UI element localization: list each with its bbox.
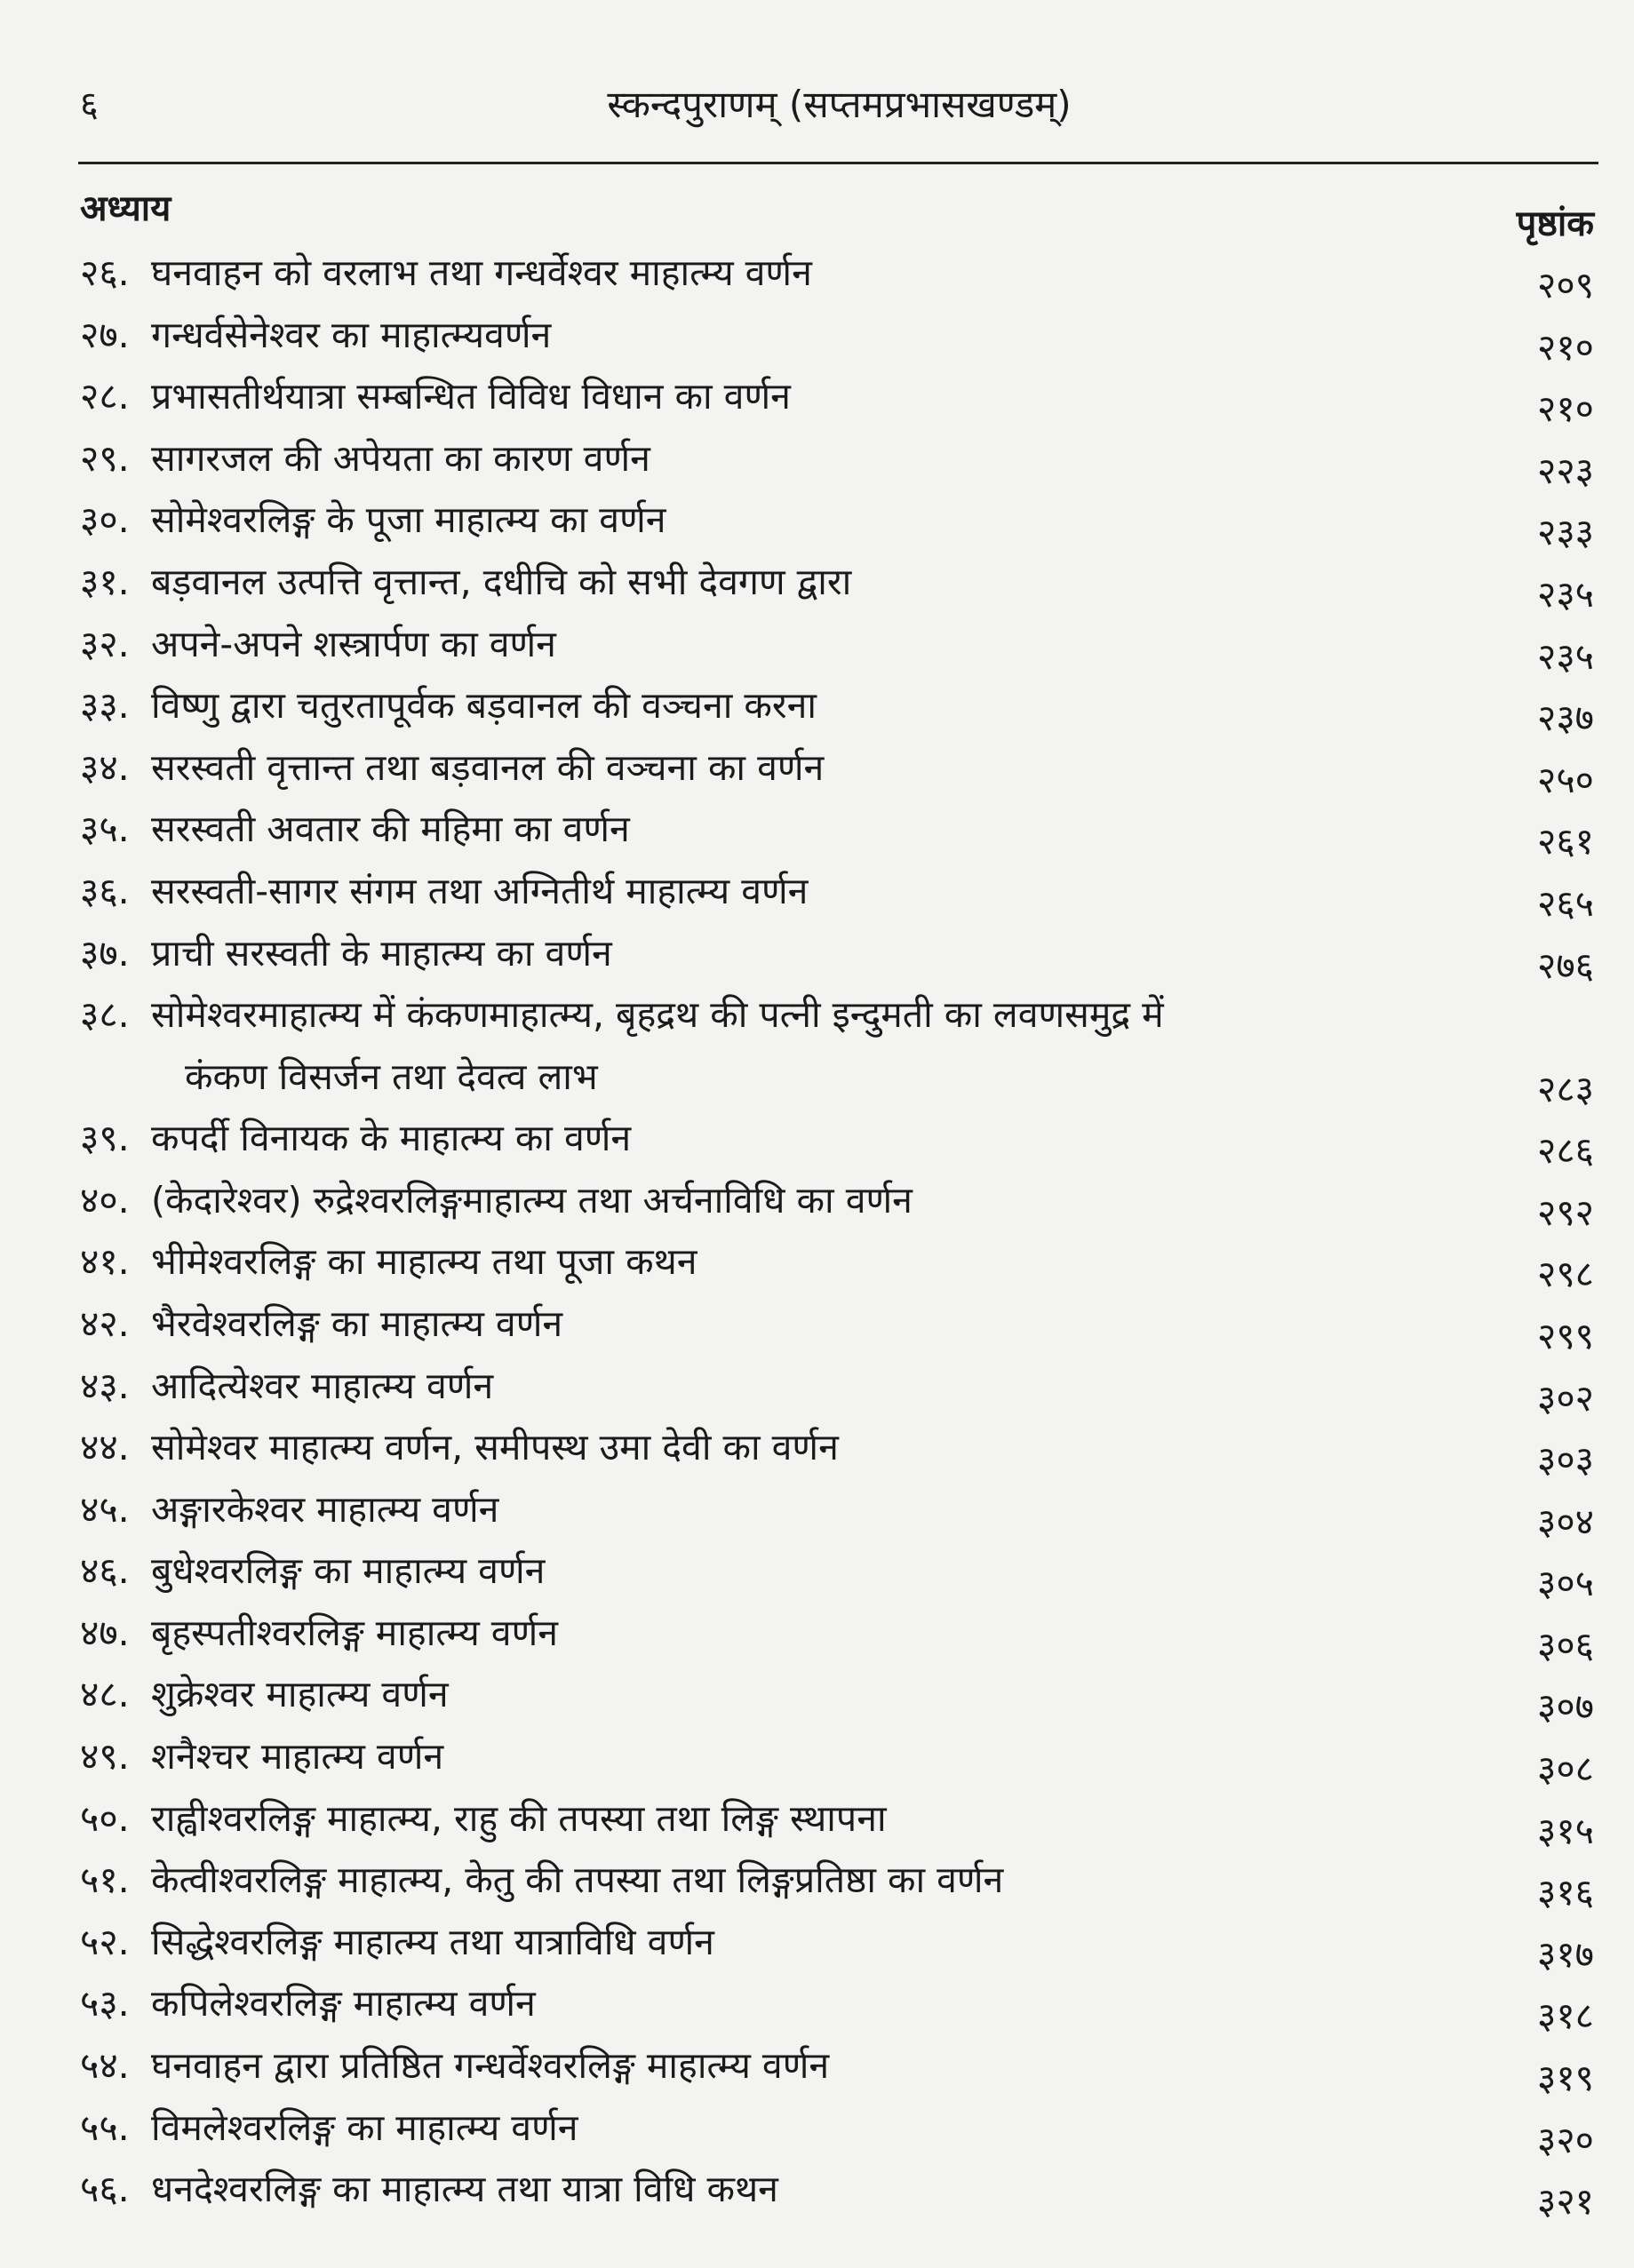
chapter-number: ३३. — [80, 684, 130, 728]
chapter-number: २६. — [80, 251, 130, 294]
chapter-title: प्रभासतीर्थयात्रा सम्बन्धित विविध विधान का वर्णन — [151, 375, 791, 418]
chapter-number: ५०. — [80, 1796, 130, 1840]
page-reference: २३५ — [1537, 634, 1594, 678]
chapter-title: सोमेश्वरमाहात्म्य में कंकणमाहात्म्य, बृहद्रथ की पत्नी इन्दुमती का लवणसमुद्र में — [151, 993, 1164, 1037]
chapter-title: अपने-अपने शस्त्रार्पण का वर्णन — [151, 622, 556, 665]
toc-entry — [80, 1291, 1594, 1357]
chapter-number: ४९. — [80, 1735, 130, 1779]
toc-entry — [80, 1786, 1594, 1852]
toc-entry — [80, 1847, 1594, 1914]
page-reference: ३०७ — [1537, 1685, 1594, 1729]
chapter-title: विष्णु द्वारा चतुरतापूर्वक बड़वानल की वञ्चना करना — [151, 684, 817, 728]
page-reference: २६५ — [1537, 881, 1594, 925]
chapter-title: राह्वीश्वरलिङ्ग माहात्म्य, राहु की तपस्या तथा लिङ्ग स्थापना — [151, 1796, 887, 1840]
toc-entry — [80, 920, 1594, 987]
chapter-number: ३९. — [80, 1117, 130, 1160]
page-reference: २३३ — [1537, 511, 1594, 554]
page-reference: ३१६ — [1537, 1871, 1594, 1914]
chapter-title: धनदेश्वरलिङ्ग का माहात्म्य तथा यात्रा विधि कथन — [151, 2168, 778, 2211]
chapter-column-heading: अध्याय — [80, 188, 171, 229]
page-reference: २८३ — [1537, 1068, 1594, 1111]
chapter-title: भीमेश्वरलिङ्ग का माहात्म्य तथा पूजा कथन — [151, 1240, 697, 1284]
toc-entry — [80, 1476, 1594, 1543]
chapter-number: ४१. — [80, 1240, 130, 1284]
chapter-title: बड़वानल उत्पत्ति वृत्तान्त, दधीचि को सभी देवगण द्वारा — [151, 560, 852, 603]
chapter-number: ४७. — [80, 1611, 130, 1654]
chapter-number: ४३. — [80, 1364, 130, 1407]
chapter-number: ३८. — [80, 993, 130, 1037]
header-rule — [78, 162, 1598, 164]
chapter-title: बृहस्पतीश्वरलिङ्ग माहात्म्य वर्णन — [151, 1611, 558, 1654]
toc-entry — [80, 363, 1594, 431]
toc-entry — [80, 982, 1594, 1111]
page-reference: २९२ — [1537, 1190, 1594, 1234]
toc-entry — [80, 1909, 1594, 1976]
chapter-title: घनवाहन को वरलाभ तथा गन्धर्वेश्वर माहात्म्य वर्णन — [151, 251, 812, 294]
chapter-number: ५६. — [80, 2168, 130, 2211]
chapter-title: कपिलेश्वरलिङ्ग माहात्म्य वर्णन — [151, 1982, 536, 2025]
page-number: ६ — [80, 84, 99, 125]
page-reference: २०९ — [1537, 264, 1594, 306]
page-reference: २३५ — [1537, 572, 1594, 616]
toc-entry — [80, 735, 1594, 801]
page-reference: ३०३ — [1537, 1438, 1594, 1482]
chapter-title: शुक्रेश्वर माहात्म्य वर्णन — [151, 1673, 449, 1716]
toc-entry — [80, 1970, 1594, 2038]
page-reference: ३१८ — [1537, 1994, 1594, 2038]
toc-entry — [80, 1723, 1594, 1791]
chapter-number: २८. — [80, 375, 130, 418]
toc-entry — [80, 1105, 1594, 1173]
toc-entry — [80, 1538, 1594, 1605]
chapter-title: भैरवेश्वरलिङ्ग का माहात्म्य वर्णन — [151, 1301, 563, 1345]
chapter-title: सरस्वती वृत्तान्त तथा बड़वानल की वञ्चना का वर्णन — [151, 745, 825, 789]
page-reference: २२३ — [1537, 449, 1594, 492]
chapter-number: ३२. — [80, 622, 130, 665]
chapter-number: ४५. — [80, 1487, 130, 1531]
chapter-number: ४२. — [80, 1301, 130, 1345]
page-reference: २१० — [1537, 325, 1594, 369]
chapter-number: ५३. — [80, 1982, 130, 2025]
chapter-number: ५१. — [80, 1858, 130, 1902]
chapter-title: केत्वीश्वरलिङ्ग माहात्म्य, केतु की तपस्या तथा लिङ्गप्रतिष्ठा का वर्णन — [151, 1858, 1004, 1902]
chapter-title: गन्धर्वसेनेश्वर का माहात्म्यवर्णन — [151, 313, 552, 356]
page-reference: २३७ — [1537, 696, 1594, 740]
chapter-title: सरस्वती अवतार की महिमा का वर्णन — [151, 808, 630, 851]
page-reference: २९९ — [1537, 1314, 1594, 1357]
chapter-title: आदित्येश्वर माहात्म्य वर्णन — [151, 1364, 494, 1407]
chapter-number: २९. — [80, 436, 130, 480]
toc-entry — [80, 1229, 1594, 1296]
toc-entry — [80, 2156, 1594, 2224]
chapter-number: ३१. — [80, 560, 130, 603]
page-reference: ३१९ — [1537, 2057, 1594, 2100]
toc-entry — [80, 426, 1594, 492]
chapter-number: ५२. — [80, 1920, 130, 1963]
chapter-number: ३५. — [80, 808, 130, 851]
chapter-title: सिद्धेश्वरलिङ्ग माहात्म्य तथा यात्राविधि वर्णन — [151, 1920, 714, 1963]
chapter-title: शनैश्चर माहात्म्य वर्णन — [151, 1735, 444, 1779]
chapter-title: घनवाहन द्वारा प्रतिष्ठित गन्धर्वेश्वरलिङ्ग माहात्म्य वर्णन — [151, 2044, 830, 2088]
chapter-number: ३७. — [80, 931, 130, 975]
page-reference: २६१ — [1537, 820, 1594, 863]
toc-entry — [80, 1353, 1594, 1420]
toc-entry — [80, 549, 1594, 616]
chapter-number: ५४. — [80, 2044, 130, 2088]
page-reference: ३०२ — [1537, 1376, 1594, 1420]
page-reference: ३०८ — [1537, 1747, 1594, 1791]
chapter-title: सागरजल की अपेयता का कारण वर्णन — [151, 436, 650, 480]
toc-entry — [80, 487, 1594, 554]
toc-entry — [80, 240, 1594, 306]
page-reference: २७६ — [1537, 943, 1594, 987]
page-reference: २१० — [1537, 387, 1594, 431]
chapter-number: ३४. — [80, 745, 130, 789]
chapter-title: (केदारेश्वर) रुद्रेश्वरलिङ्गमाहात्म्य तथा अर्चनाविधि का वर्णन — [151, 1178, 913, 1222]
chapter-number: ४०. — [80, 1178, 130, 1222]
chapter-title: अङ्गारकेश्वर माहात्म्य वर्णन — [151, 1487, 499, 1531]
page-column-heading: पृष्ठांक — [1516, 203, 1594, 244]
chapter-title: सोमेश्वर माहात्म्य वर्णन, समीपस्थ उमा देवी का वर्णन — [151, 1426, 839, 1469]
toc-entry — [80, 1167, 1594, 1234]
page-reference: २८६ — [1537, 1129, 1594, 1173]
page-reference: ३०६ — [1537, 1623, 1594, 1667]
chapter-number: २७. — [80, 313, 130, 356]
chapter-title: सरस्वती-सागर संगम तथा अग्नितीर्थ माहात्म्य वर्णन — [151, 869, 809, 912]
chapter-title: सोमेश्वरलिङ्ग के पूजा माहात्म्य का वर्णन — [151, 498, 666, 542]
toc-entry — [80, 1661, 1594, 1729]
page-reference: ३१७ — [1537, 1932, 1594, 1976]
page-reference: ३०४ — [1537, 1500, 1594, 1543]
chapter-title: बुधेश्वरलिङ्ग का माहात्म्य वर्णन — [151, 1549, 546, 1593]
page-header — [80, 78, 1598, 149]
chapter-title-continued: कंकण विसर्जन तथा देवत्व लाभ — [185, 1055, 598, 1099]
toc-entry — [80, 302, 1594, 369]
page-reference: ३२० — [1537, 2118, 1594, 2161]
table-of-contents — [80, 240, 1594, 2224]
chapter-number: ४६. — [80, 1549, 130, 1593]
toc-entry — [80, 796, 1594, 863]
toc-entry — [80, 672, 1594, 740]
toc-entry — [80, 611, 1594, 678]
page-reference: २५० — [1537, 758, 1594, 801]
chapter-number: ३६. — [80, 869, 130, 912]
chapter-number: ३०. — [80, 498, 130, 542]
page-reference: २९८ — [1537, 1253, 1594, 1296]
toc-entry — [80, 858, 1594, 925]
chapter-title: विमलेश्वरलिङ्ग का माहात्म्य वर्णन — [151, 2105, 578, 2149]
toc-entry — [80, 2033, 1594, 2100]
chapter-number: ५५. — [80, 2105, 130, 2149]
running-title: स्कन्दपुराणम् (सप्तमप्रभासखण्डम्) — [607, 83, 1072, 126]
toc-entry — [80, 1600, 1594, 1667]
toc-entry — [80, 2095, 1594, 2161]
page-reference: ३२१ — [1537, 2180, 1594, 2224]
page-reference: ३०५ — [1537, 1562, 1594, 1605]
toc-entry — [80, 1414, 1594, 1482]
chapter-number: ४४. — [80, 1426, 130, 1469]
chapter-title: कपर्दी विनायक के माहात्म्य का वर्णन — [151, 1117, 632, 1160]
chapter-title: प्राची सरस्वती के माहात्म्य का वर्णन — [151, 931, 612, 975]
page-reference: ३१५ — [1537, 1809, 1594, 1852]
chapter-number: ४८. — [80, 1673, 130, 1716]
